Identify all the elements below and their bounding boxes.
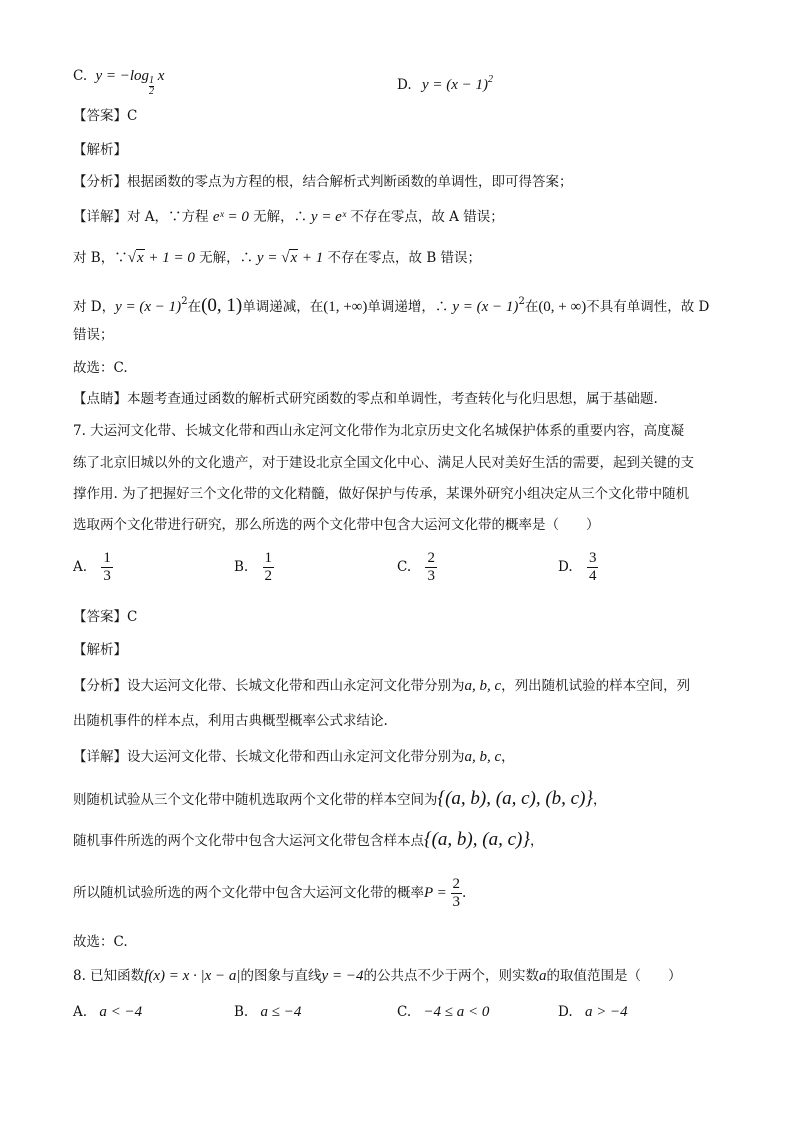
option-c-expr [95,68,165,97]
q8-option-a [73,1004,142,1021]
q7-jiexi: 【解析】 [73,642,127,658]
option-label: D. [558,1004,573,1020]
because-symbol: ∵ [114,250,128,266]
variables: a, b, c [464,678,502,694]
q8-option-b [234,1004,301,1021]
q6-dianjing: 【点睛】本题考查通过函数的解析式研究函数的零点和单调性，考查转化与化归思想，属于基础题. [73,391,658,407]
q6-jiexi: 【解析】 [73,142,127,158]
option-label: A. [73,559,88,575]
text: 对 B， [73,250,115,266]
text: 无解， [248,209,294,225]
q7-choose: 故选：C. [73,934,128,950]
option-fraction [425,550,437,585]
q6-fenxi: 【分析】根据函数的零点为方程的根，结合解析式判断函数的单调性，即可得答案； [73,174,573,190]
option-fraction [263,550,275,585]
equation: y = (x − 1) [115,299,182,315]
expr-part: y = −log [95,68,150,84]
q7-stem-4: 选取两个文化带进行研究，那么所选的两个文化带中包含大运河文化带的概率是（ ） [73,517,600,533]
q8-option-c [397,1004,489,1021]
option-expr: a ≤ −4 [260,1004,302,1020]
q7-xiangjie-1 [73,747,515,767]
text: ，列出随机试验的样本空间，列 [501,678,691,694]
text: ， [593,792,607,808]
text: ， [529,833,544,849]
option-label: A. [73,1004,88,1020]
text: 【详解】对 A， [73,209,169,225]
text: 的取值范围是（ ） [546,968,682,984]
numerator: 1 [103,550,111,566]
because-symbol: ∵ [168,209,182,225]
q7-xiangjie-3 [73,830,543,851]
text: 【详解】设大运河文化带、长城文化带和西山永定河文化带分别为 [73,749,465,765]
text: 8. 已知函数 [73,968,145,984]
numerator: 3 [588,550,597,566]
sqrt-radicand: x [136,250,144,266]
text: 在 [187,299,202,315]
equation: eˣ = 0 [212,209,249,225]
option-expr: a > −4 [584,1004,628,1020]
sqrt-radicand: x [290,250,298,266]
q7-option-b [234,550,274,585]
denominator: 2 [264,568,273,584]
option-label: D. [397,77,412,93]
prev-option-c [73,66,164,97]
exponent: 2 [181,296,188,307]
numerator: 1 [264,550,273,566]
option-label: C. [397,1004,412,1020]
q6-xiangjie-d-cont: 错误； [73,327,114,343]
text: 则随机试验从三个文化带中随机选取两个文化带的样本空间为 [73,792,438,808]
q7-option-c [397,550,437,585]
sample-space: {(a, b), (a, c), (b, c)} [437,788,594,809]
text: 的公共点不少于两个，则实数 [363,968,539,984]
option-label: B. [234,1004,249,1020]
probability-fraction [451,876,463,911]
equation: y = eˣ [307,209,347,225]
option-label: D. [558,559,573,575]
text: 不存在零点，故 B 错误； [323,250,482,266]
exponent: 2 [518,296,525,307]
denominator: 3 [103,568,111,584]
equation: y = [253,250,282,266]
therefore-symbol: ∴ [293,209,308,225]
text: 单调递增， [367,299,435,315]
equation: y = (x − 1) [452,299,519,315]
denominator: 3 [452,894,461,910]
option-label: C. [397,559,412,575]
denominator: 4 [588,568,597,584]
option-expr: −4 ≤ a < 0 [423,1004,490,1020]
line-expr: y = −4 [321,968,364,984]
numerator: 2 [427,550,435,566]
q7-stem-3: 撑作用. 为了把握好三个文化带的文化精髓，做好保护与传承，某课外研究小组决定从三个文化带中随机 [73,486,690,502]
function-expr: f(x) = x · |x − a| [144,968,241,984]
sample-points: {(a, b), (a, c)} [424,829,530,850]
numerator: 2 [452,876,461,892]
base-den: 2 [149,86,155,97]
text: . [462,885,467,901]
expr-part: y = (x − 1) [421,77,488,93]
text: 不存在零点，故 A 错误； [346,209,504,225]
q6-choose: 故选：C. [73,360,128,376]
text: 随机事件所选的两个文化带中包含大运河文化带包含样本点 [73,833,424,849]
q7-fenxi-1 [73,676,690,696]
option-d-expr [421,74,493,93]
denominator: 3 [427,568,435,584]
text: 无解， [194,250,240,266]
q6-xiangjie-b: 对 B，∵√x + 1 = 0 无解，∴ y = √x + 1 不存在零点，故 B 错误； [73,250,482,266]
q6-xiangjie-d [73,292,709,317]
therefore-symbol: ∴ [434,299,449,315]
expr-part: x [154,68,165,84]
text: 不具有单调性，故 D [586,299,710,315]
q7-option-d [558,550,598,585]
text: 的图象与直线 [240,968,322,984]
exponent: 2 [488,74,493,85]
option-fraction [101,550,113,585]
interval: (0, + ∞) [538,299,587,315]
interval: (1, +∞) [323,299,368,315]
equation: + 1 [298,250,324,266]
q8-option-d [558,1004,628,1021]
q8-stem [73,966,681,986]
text: 所以随机试验所选的两个文化带中包含大运河文化带的概率 [73,885,424,901]
text: 方程 [181,209,213,225]
text: 对 D， [73,299,116,315]
probability-eq: P = [424,885,451,901]
option-label: C. [73,68,88,84]
prev-option-d [397,70,493,95]
variable: a [538,968,547,984]
variables: a, b, c [464,749,502,765]
q6-answer: 【答案】C [73,108,138,124]
therefore-symbol: ∴ [239,250,254,266]
text: 【分析】设大运河文化带、长城文化带和西山永定河文化带分别为 [73,678,465,694]
option-label: B. [234,559,249,575]
q7-option-a [73,550,113,585]
q7-stem-1: 7. 大运河文化带、长城文化带和西山永定河文化带作为北京历史文化名城保护体系的重要内容，高度凝 [73,423,685,439]
text: 在 [524,299,539,315]
interval: (0, 1) [201,295,243,316]
q6-xiangjie-a [73,207,504,227]
q7-answer: 【答案】C [73,609,138,625]
q7-xiangjie-2 [73,789,607,810]
text: ， [501,749,515,765]
equation: + 1 = 0 [144,250,195,266]
q7-stem-2: 练了北京旧城以外的文化遗产，对于建设北京全国文化中心、满足人民对美好生活的需要，起到关键的支 [73,455,694,471]
option-fraction [587,550,599,585]
q7-fenxi-2: 出随机事件的样本点，利用古典概型概率公式求结论. [73,713,388,729]
option-expr: a < −4 [99,1004,143,1020]
base-num: 1 [149,75,155,86]
q7-xiangjie-4 [73,876,466,911]
text: 单调递减，在 [242,299,324,315]
